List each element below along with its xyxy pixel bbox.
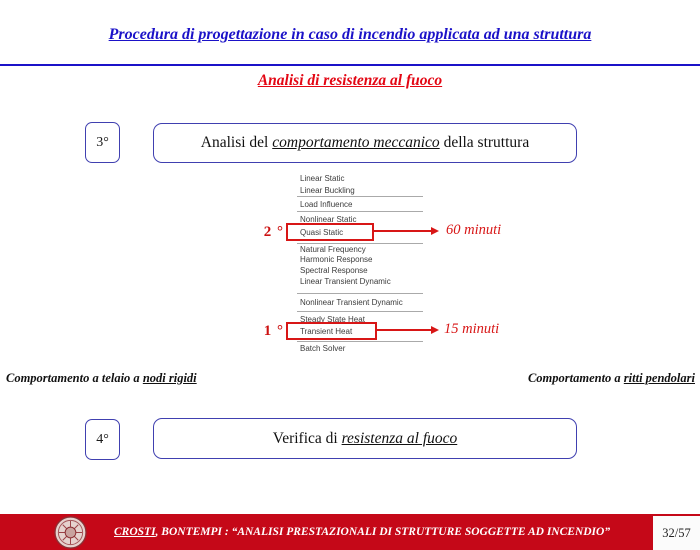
step-3-text-post: della struttura [439,134,530,151]
menu-item-transient-heat[interactable]: Transient Heat [300,327,353,336]
menu-separator [297,311,423,312]
step-3-text-emphasis: comportamento meccanico [272,134,440,151]
menu-item-linear-static[interactable]: Linear Static [300,174,345,183]
arrow-head-icon [431,227,439,235]
page-subtitle: Analisi di resistenza al fuoco [257,72,443,89]
step-4-text: Verifica di [272,429,342,447]
menu-separator [297,196,423,197]
step-4-box [153,418,577,459]
menu-item-steady-state-heat[interactable]: Steady State Heat [300,315,365,324]
menu-item-linear-buckling[interactable]: Linear Buckling [300,186,355,195]
caption-left-underlined: nodi rigidi [142,371,197,385]
footer-bar [0,514,653,550]
caption-right-text: Comportamento a [527,371,624,385]
page-number: 32/57 [653,514,700,550]
step-4-text-emphasis: resistenza al fuoco [341,429,458,447]
footer-author: CROSTI [114,526,156,538]
step-3-box [153,123,577,163]
caption-left-text: Comportamento a telaio a [6,371,143,385]
footer-citation-rest: , BONTEMPI : “ANALISI PRESTAZIONALI DI STRUTTURE SOGGETTE AD INCENDIO” [155,526,611,538]
quasi-static-highlight-box [286,223,374,241]
menu-item-linear-transient-dynamic[interactable]: Linear Transient Dynamic [300,277,391,286]
page-title: Procedura di progettazione in caso di incendio applicata ad una struttura [108,26,592,43]
caption-right [528,371,695,386]
menu-item-nonlinear-static[interactable]: Nonlinear Static [300,215,357,224]
step-4-badge [85,419,120,460]
title-divider [0,64,700,66]
menu-separator [297,211,423,212]
duration-60-minuti: 60 minuti [446,222,502,238]
university-seal-icon [54,516,87,549]
footer-citation [114,514,644,550]
arrow-to-60-minuti [374,230,431,232]
duration-15-minuti: 15 minuti [444,321,500,337]
transient-heat-highlight-box [286,322,377,340]
menu-item-load-influence[interactable]: Load Influence [300,200,353,209]
step-1-number: 1 ° [263,323,284,339]
menu-separator [297,293,423,294]
menu-item-natural-frequency[interactable]: Natural Frequency [300,244,366,254]
menu-item-quasi-static[interactable]: Quasi Static [300,228,344,237]
step-2-number: 2 ° [263,224,284,240]
menu-item-batch-solver[interactable]: Batch Solver [300,343,346,353]
arrow-head-icon [431,326,439,334]
arrow-to-15-minuti [377,329,431,331]
step-3-text: Analisi del [200,134,273,151]
step-3-badge [85,122,120,163]
step-4-label: 4° [96,431,109,447]
caption-right-underlined: ritti pendolari [623,371,695,385]
caption-left [6,371,197,386]
menu-item-harmonic-response[interactable]: Harmonic Response [300,255,373,264]
step-3-label: 3° [96,134,109,150]
menu-item-nonlinear-transient-dynamic[interactable]: Nonlinear Transient Dynamic [300,298,403,307]
menu-item-spectral-response[interactable]: Spectral Response [300,266,368,275]
